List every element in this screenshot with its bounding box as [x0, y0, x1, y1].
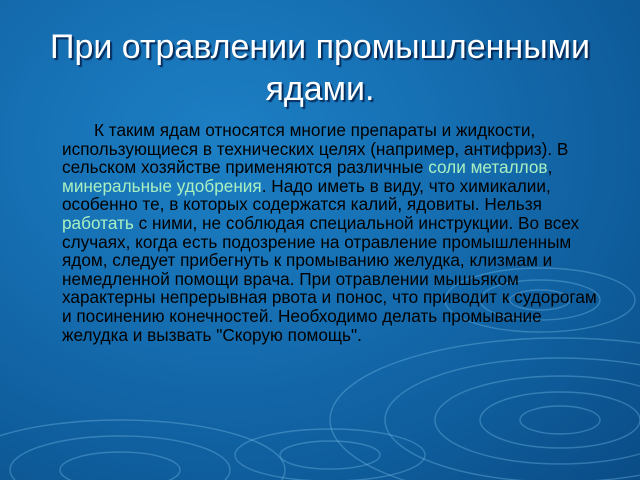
- slide-title: При отравлении промышленными ядами.: [50, 28, 590, 108]
- link-metal-salts[interactable]: соли металлов: [428, 157, 548, 178]
- body-text-part-4: с ними, не соблюдая специальной инструкции. Во всех случаях, когда есть подозрение на отравление промышленным ядом, следует прибегнуть к промыванию желудка, клизмам и немедленной помощи врача. При отравлении мышьяком характерны непрерывная рвота и понос, что приводит к судорогам и посинению конечностей. Необходимо делать промывание желудка и вызвать "Скорую помощь".: [62, 212, 597, 345]
- link-work[interactable]: работать: [62, 212, 134, 233]
- body-text-part-2: ,: [547, 157, 553, 178]
- link-mineral-fertilizers[interactable]: минеральные удобрения: [62, 175, 262, 196]
- body-text-part-1: К таким ядам относятся многие препараты и жидкости, использующиеся в технических целях (например, антифриз). В сельском хозяйстве применяются различные: [62, 120, 569, 178]
- body-text-part-3: . Надо иметь в виду, что химикалии, особенно те, в которых содержатся калий, ядовиты. Нельзя: [62, 175, 551, 215]
- body-paragraph: [62, 121, 602, 344]
